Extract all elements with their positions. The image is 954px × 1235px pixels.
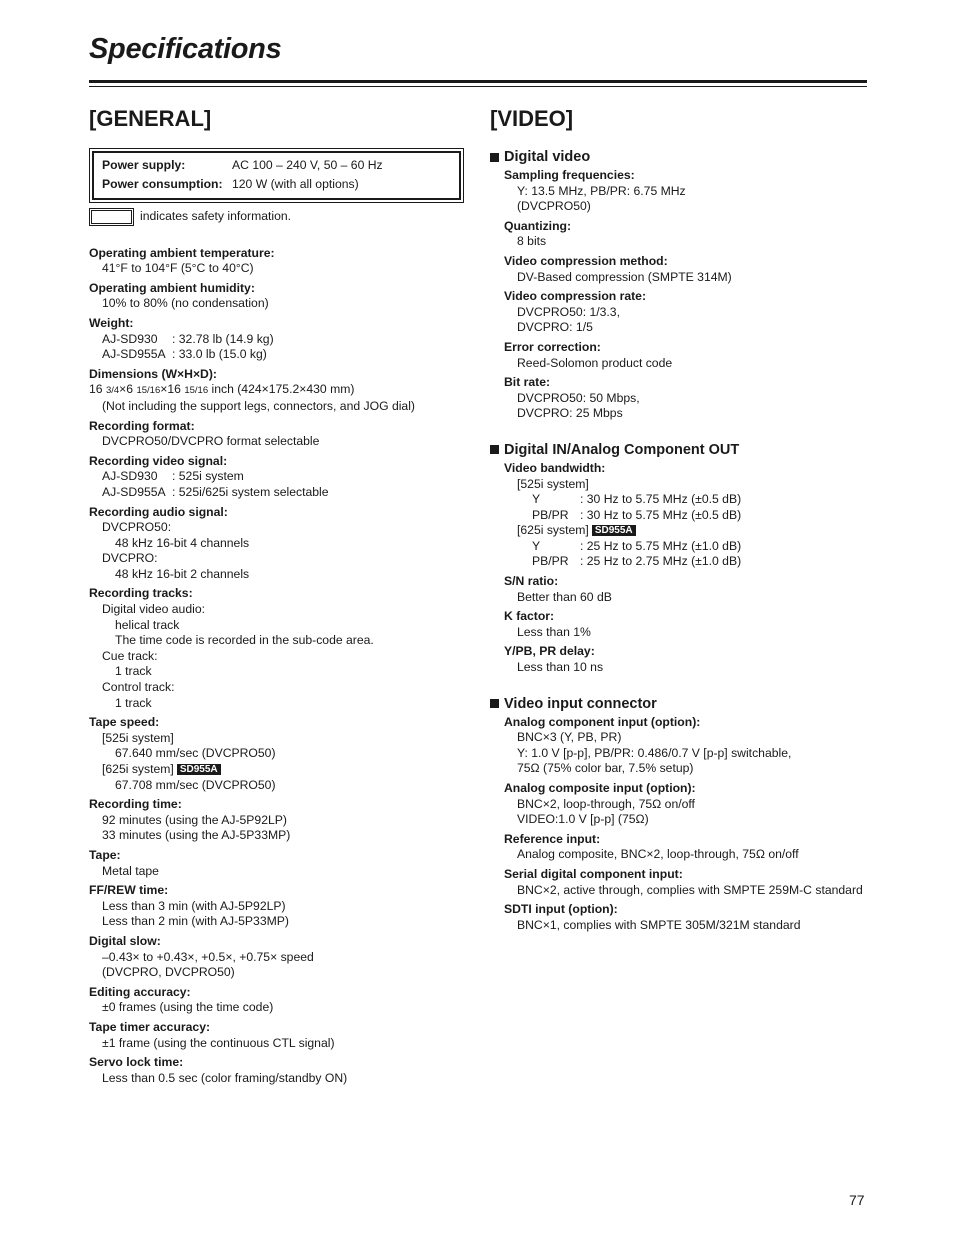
video-input-connector-heading: Video input connector [490, 695, 868, 713]
square-bullet-icon [490, 445, 499, 454]
spec-video-bandwidth: Video bandwidth: [525i system] Y : 30 Hz to 5.75 MHz (±0.5 dB) PB/PR : 30 Hz to 5.75 MHz (±0.5 dB) [625i system] SD955A Y : 25 Hz to 5.75 MHz (±1.0 dB) PB/PR : 25 Hz to 2.75 MHz (±1.0 dB) [504, 460, 742, 569]
square-bullet-icon [490, 699, 499, 708]
dimensions-value: 16 3/4×6 15/16×16 15/16 inch (424×175.2×430 mm) [89, 382, 355, 397]
spec-tape: Tape: Metal tape [89, 847, 159, 878]
spec-weight: Weight: AJ-SD930 : 32.78 lb (14.9 kg) AJ-SD955A : 33.0 lb (15.0 kg) [89, 315, 274, 362]
spec-serial-digital-input: Serial digital component input: BNC×2, active through, complies with SMPTE 259M-C standard [504, 866, 863, 897]
square-bullet-icon [490, 153, 499, 162]
safety-note: indicates safety information. [140, 209, 292, 223]
spec-analog-component-input: Analog component input (option): BNC×3 (Y, PB, PR) Y: 1.0 V [p-p], PB/PR: 0.486/0.7 V [p-p] switchable, 75Ω (75% color bar, 7.5% setup) [504, 714, 792, 776]
video-heading: [VIDEO] [490, 106, 574, 131]
spec-k-factor: K factor: Less than 1% [504, 609, 591, 639]
spec-tape-speed: Tape speed: [525i system] 67.640 mm/sec (DVCPRO50) [625i system] SD955A 67.708 mm/sec (DVCPRO50) [89, 715, 276, 792]
power-consumption-row [102, 175, 451, 194]
power-supply-label: Power supply: [102, 158, 186, 172]
power-consumption-label: Power consumption: [102, 177, 223, 191]
title-rule-thick [89, 80, 867, 83]
spec-editing-accuracy: Editing accuracy: ±0 frames (using the time code) [89, 984, 274, 1015]
digital-in-heading: Digital IN/Analog Component OUT [490, 441, 868, 459]
page-number: 77 [849, 1192, 865, 1208]
video-column [490, 104, 868, 937]
spec-bit-rate: Bit rate: DVCPRO50: 50 Mbps, DVCPRO: 25 Mbps [504, 375, 640, 421]
safety-box-icon [91, 210, 132, 224]
title-rule-thin [89, 86, 867, 87]
spec-delay: Y/PB, PR delay: Less than 10 ns [504, 644, 604, 675]
spec-reference-input: Reference input: Analog composite, BNC×2, loop-through, 75Ω on/off [504, 831, 799, 862]
model-badge: SD955A [592, 525, 636, 536]
spec-sampling-frequencies: Sampling frequencies: Y: 13.5 MHz, PB/PR: 6.75 MHz (DVCPRO50) [504, 168, 686, 214]
spec-ffrew-time: FF/REW time: Less than 3 min (with AJ-5P92LP) Less than 2 min (with AJ-5P33MP) [89, 883, 289, 929]
spec-operating-temperature: Operating ambient temperature: 41°F to 104°F (5°C to 40°C) [89, 245, 275, 276]
safety-legend [89, 209, 465, 225]
digital-video-heading: Digital video [490, 148, 868, 166]
power-consumption-value: 120 W (with all options) [232, 177, 359, 191]
spec-servo-lock-time: Servo lock time: Less than 0.5 sec (color framing/standby ON) [89, 1055, 348, 1085]
spec-compression-rate: Video compression rate: DVCPRO50: 1/3.3, DVCPRO: 1/5 [504, 289, 647, 335]
general-column [89, 104, 465, 1090]
spec-recording-video-signal: Recording video signal: AJ-SD930 : 525i system AJ-SD955A : 525i/625i system selectable [89, 453, 329, 499]
spec-sn-ratio: S/N ratio: Better than 60 dB [504, 574, 612, 604]
spec-analog-composite-input: Analog composite input (option): BNC×2, loop-through, 75Ω on/off VIDEO:1.0 V [p-p] (75Ω) [504, 781, 696, 827]
spec-error-correction: Error correction: Reed-Solomon product code [504, 339, 673, 370]
model-badge: SD955A [177, 764, 221, 775]
spec-tape-timer-accuracy: Tape timer accuracy: ±1 frame (using the continuous CTL signal) [89, 1019, 335, 1050]
power-supply-value: AC 100 – 240 V, 50 – 60 Hz [232, 158, 383, 172]
page-title: Specifications [89, 33, 282, 65]
spec-sdti-input: SDTI input (option): BNC×1, complies with SMPTE 305M/321M standard [504, 902, 801, 932]
spec-operating-humidity: Operating ambient humidity: 10% to 80% (no condensation) [89, 280, 269, 311]
general-heading: [GENERAL] [89, 106, 212, 131]
power-supply-row [102, 156, 451, 175]
spec-recording-audio-signal: Recording audio signal: DVCPRO50: 48 kHz 16-bit 4 channels DVCPRO: 48 kHz 16-bit 2 channels [89, 504, 250, 581]
spec-recording-tracks: Recording tracks: Digital video audio: helical track The time code is recorded in the sub-code area. Cue track: 1 track Control track: 1 track [89, 586, 374, 710]
spec-recording-time: Recording time: 92 minutes (using the AJ-5P92LP) 33 minutes (using the AJ-5P33MP) [89, 797, 291, 843]
spec-recording-format: Recording format: DVCPRO50/DVCPRO format selectable [89, 418, 320, 449]
spec-quantizing: Quantizing: 8 bits [504, 218, 572, 249]
safety-power-box [89, 148, 464, 203]
spec-digital-slow: Digital slow: –0.43× to +0.43×, +0.5×, +0.75× speed (DVCPRO, DVCPRO50) [89, 933, 314, 980]
spec-compression-method: Video compression method: DV-Based compression (SMPTE 314M) [504, 253, 732, 284]
spec-dimensions: Dimensions (W×H×D): 16 3/4×6 15/16×16 15/16 inch (424×175.2×430 mm) (Not including the support legs, connectors, and JOG dial) [89, 367, 465, 415]
